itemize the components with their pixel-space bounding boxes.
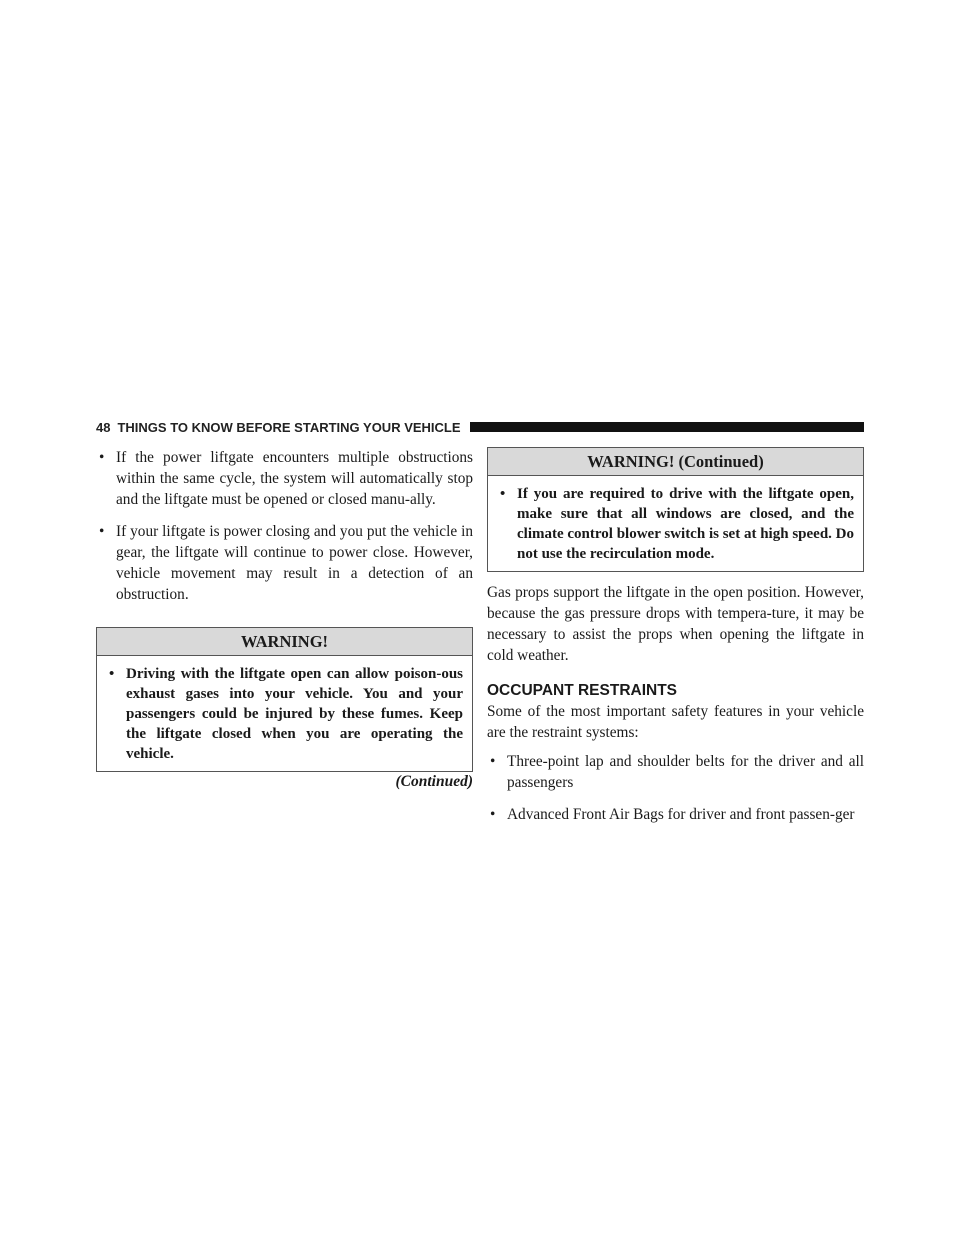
bullet-text: If your liftgate is power closing and you put the vehicle in gear, the liftgate will continue to power close. However, vehicle movement may result in a detection of an obstruction.: [116, 523, 473, 603]
warning-item: [497, 484, 854, 564]
right-column: [487, 447, 864, 825]
warning-body: [488, 476, 863, 571]
occupant-intro-paragraph: Some of the most important safety features in your vehicle are the restraint systems:: [487, 703, 864, 741]
section-title: THINGS TO KNOW BEFORE STARTING YOUR VEHICLE: [117, 419, 461, 435]
warning-box: [96, 627, 473, 772]
occupant-restraints-heading: OCCUPANT RESTRAINTS: [487, 682, 678, 699]
warning-text: Driving with the liftgate open can allow poison-ous exhaust gases into your vehicle. You and your passengers could be injured by these fumes. Keep the liftgate closed when you are operating the vehicle.: [126, 666, 463, 762]
warning-title: WARNING!: [97, 628, 472, 656]
bullet-text: If the power liftgate encounters multiple obstructions within the same cycle, the system will automatically stop and the liftgate must be opened or closed manu-ally.: [116, 449, 473, 508]
warning-box-continued: [487, 447, 864, 572]
occupant-list: [487, 751, 864, 825]
left-column: [96, 447, 473, 792]
list-item: [487, 751, 864, 793]
warning-body: [97, 656, 472, 771]
bullet-marker: •: [109, 666, 115, 682]
warning-item: [106, 664, 463, 764]
warning-title: WARNING! (Continued): [488, 448, 863, 476]
header-rule: [470, 422, 864, 432]
bullet-marker: •: [490, 753, 496, 770]
bullet-marker: •: [99, 523, 105, 540]
gas-props-paragraph: Gas props support the liftgate in the open position. However, because the gas pressure drops with tempera-ture, it may be necessary to assist the props when opening the liftgate in cold weather.: [487, 584, 864, 664]
list-item: [96, 521, 473, 605]
page-header: [96, 417, 864, 437]
bullet-marker: •: [500, 486, 506, 502]
bullet-text: Three-point lap and shoulder belts for the driver and all passengers: [507, 753, 864, 791]
continued-label: (Continued): [395, 773, 473, 790]
bullet-marker: •: [490, 806, 496, 823]
list-item: [487, 804, 864, 825]
bullet-text: Advanced Front Air Bags for driver and front passen-ger: [507, 806, 855, 823]
page-number: 48: [96, 419, 111, 435]
list-item: [96, 447, 473, 510]
warning-text: If you are required to drive with the liftgate open, make sure that all windows are closed, and the climate control blower switch is set at high speed. Do not use the recirculation mode.: [517, 486, 854, 562]
bullet-marker: •: [99, 449, 105, 466]
